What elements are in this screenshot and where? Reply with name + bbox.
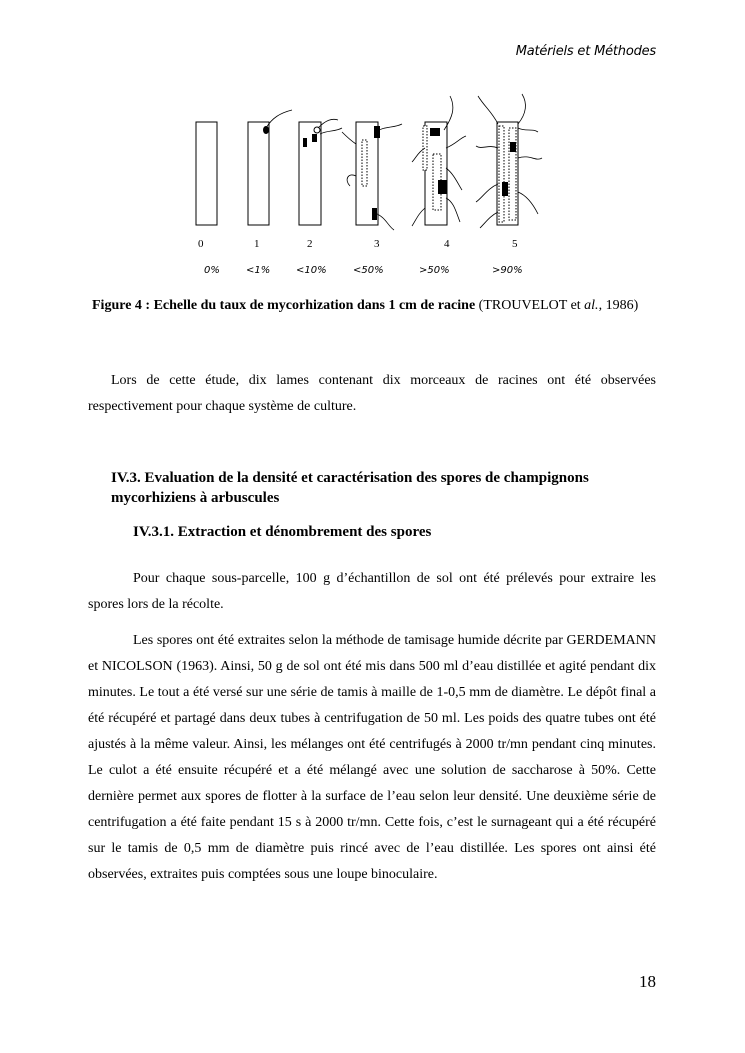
figure-caption-label: Figure 4 : Echelle du taux de mycorhization dans 1 cm de racine xyxy=(92,298,476,313)
paragraph-extraction-method: Les spores ont été extraites selon la méthode de tamisage humide décrite par GERDEMANN et NICOLSON (1963). Ainsi, 50 g de sol ont été mis dans 500 ml d’eau distillée et agité pendant dix minutes. Le tout a été versé sur une série de tamis à maille de 1-0,5 mm de diamètre. Le dépôt final a été récupéré et partagé dans deux tubes à centrifugation de 50 ml. Les poids des quatre tubes ont été ajustés à la même valeur. Ainsi, les mélanges ont été centrifugés à 2000 tr/mn pendant cinq minutes. Le culot a été ensuite récupéré et a été mélangé avec une solution de saccharose à 50%. Cette dernière permet aux spores de flotter à la surface de l’eau selon leur densité. Une deuxième série de centrifugation a été faite pendant 15 s à 2000 tr/mn. Cette fois, c’est le surnageant qui a été récupéré sur le tamis de 0,5 mm de diamètre puis rincé avec de l’eau distillée. Les spores ont ainsi été observées, extraites puis comptées sous une loupe binoculaire. xyxy=(88,633,656,882)
scale-level-2: 2 xyxy=(307,238,313,250)
section-title: Evaluation de la densité et caractérisation des spores de champignons mycorhiziens à arbuscules xyxy=(111,470,589,506)
scale-level-4: 4 xyxy=(444,238,450,250)
scale-percent-1: <1% xyxy=(246,265,271,276)
section-number: IV.3. xyxy=(111,470,141,486)
caption-citation-etal: al. xyxy=(584,298,599,313)
scale-level-3: 3 xyxy=(374,238,380,250)
running-header: Matériels et Méthodes xyxy=(515,44,656,59)
caption-citation-suffix: , 1986) xyxy=(598,298,639,313)
scale-percent-0: 0% xyxy=(204,265,220,276)
root-segment-1 xyxy=(248,110,292,225)
root-segment-2 xyxy=(299,119,342,225)
scale-percent-2: <10% xyxy=(296,265,327,276)
root-segment-5 xyxy=(476,94,542,228)
page-number: 18 xyxy=(639,972,656,991)
paragraph-sampling: Pour chaque sous-parcelle, 100 g d’échantillon de sol ont été prélevés pour extraire les spores lors de la récolte. xyxy=(88,571,656,612)
scale-percent-5: >90% xyxy=(492,265,523,276)
figure-caption xyxy=(88,295,658,317)
caption-citation-prefix: (TROUVELOT et xyxy=(478,298,585,313)
root-segment-3 xyxy=(342,122,402,230)
paragraph-observation: Lors de cette étude, dix lames contenant dix morceaux de racines ont été observées respectivement pour chaque système de culture. xyxy=(88,373,656,414)
scale-level-1: 1 xyxy=(254,238,260,250)
root-segment-0 xyxy=(196,122,217,225)
scale-level-5: 5 xyxy=(512,238,518,250)
root-segment-4 xyxy=(412,96,466,226)
scale-percent-3: <50% xyxy=(353,265,384,276)
scale-percent-4: >50% xyxy=(419,265,450,276)
subsection-heading: IV.3.1. Extraction et dénombrement des spores xyxy=(133,524,432,540)
scale-level-0: 0 xyxy=(198,238,204,250)
root-segments-drawing xyxy=(180,88,560,288)
section-heading xyxy=(111,468,661,508)
